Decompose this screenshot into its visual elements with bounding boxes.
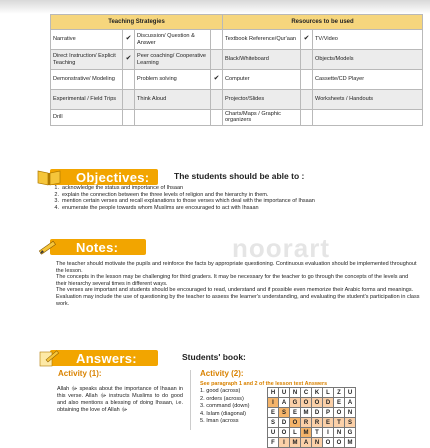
table-cell: Peer coaching/ Cooperative Learning <box>135 50 211 70</box>
check-icon: ✔ <box>123 50 135 70</box>
grid-cell: O <box>301 398 312 408</box>
grid-cell: S <box>268 418 279 428</box>
grid-cell: D <box>312 408 323 418</box>
grid-cell: N <box>345 408 356 418</box>
list-text: explain the connection between the three levels of religion and the hierarchy in them. <box>62 191 269 198</box>
grid-cell: I <box>323 428 334 438</box>
students-book-title: Students' book: <box>182 352 246 362</box>
check-icon: ✔ <box>123 30 135 50</box>
grid-cell: I <box>268 398 279 408</box>
grid-cell: R <box>312 418 323 428</box>
grid-cell: T <box>334 418 345 428</box>
table-row <box>51 110 423 126</box>
resources-header: Resources to be used <box>223 15 423 30</box>
notes-paragraph: Evaluation may include the use of questioning by the teacher to assess the learner's understanding, and evaluating the student's participation in class work. <box>56 293 420 307</box>
list-number: 3. <box>54 198 59 205</box>
grid-cell: S <box>345 418 356 428</box>
table-cell: Problem solving <box>135 70 211 90</box>
objectives-title: The students should be able to : <box>174 171 305 181</box>
grid-cell: Z <box>334 388 345 398</box>
pencil-icon <box>36 237 62 257</box>
grid-cell: M <box>301 428 312 438</box>
objectives-label: Objectives: <box>76 170 150 185</box>
check-icon <box>301 90 313 110</box>
table-cell: TV/Video <box>313 30 423 50</box>
grid-cell: E <box>334 398 345 408</box>
table-cell: Think Aloud <box>135 90 211 110</box>
table-row <box>51 50 423 70</box>
check-icon: ✔ <box>301 30 313 50</box>
grid-cell: O <box>323 438 334 448</box>
grid-row <box>268 418 356 428</box>
check-icon: ✔ <box>211 70 223 90</box>
open-book-icon <box>36 167 62 187</box>
objectives-list <box>52 185 418 211</box>
list-number: 1. <box>54 185 59 191</box>
activity2-title: Activity (2): <box>200 369 244 378</box>
table-cell: Objects/Models <box>313 50 423 70</box>
column-divider <box>190 370 191 430</box>
list-text: acknowledge the status and importance of Ihsaan <box>62 185 184 191</box>
table-cell: Charts/Maps / Graphic organizers <box>223 110 301 126</box>
grid-row <box>268 388 356 398</box>
grid-cell: G <box>290 398 301 408</box>
check-icon <box>123 70 135 90</box>
strategies-table <box>50 14 423 126</box>
table-cell: Projector/Slides <box>223 90 301 110</box>
table-cell: Direct Instruction/ Explicit Teaching <box>51 50 123 70</box>
grid-cell: O <box>312 398 323 408</box>
table-cell: Narrative <box>51 30 123 50</box>
grid-row <box>268 438 356 448</box>
table-header-row <box>51 15 423 30</box>
grid-cell: D <box>279 418 290 428</box>
table-row <box>51 70 423 90</box>
grid-cell: P <box>323 408 334 418</box>
grid-cell: M <box>345 438 356 448</box>
grid-cell: S <box>279 408 290 418</box>
list-item <box>52 185 418 192</box>
grid-row <box>268 408 356 418</box>
check-icon <box>123 110 135 126</box>
grid-cell: M <box>290 438 301 448</box>
notes-paragraph: The teacher should motivate the pupils and reinforce the facts by appropriate questioning. Continuous evaluation should be implemented throughout the lesson. <box>56 261 417 274</box>
top-shadow-band <box>0 0 430 14</box>
grid-cell: N <box>334 428 345 438</box>
grid-cell: O <box>290 418 301 428</box>
list-item <box>52 198 418 205</box>
grid-cell: E <box>323 418 334 428</box>
grid-cell: A <box>345 398 356 408</box>
teaching-strategies-header: Teaching Strategies <box>51 15 223 30</box>
table-cell: Black/Whiteboard <box>223 50 301 70</box>
list-item: 4. Islam (diagonal) <box>200 410 247 417</box>
notes-text <box>56 261 420 307</box>
grid-cell: U <box>345 388 356 398</box>
table-cell: Textbook Reference/Qur'aan <box>223 30 301 50</box>
grid-cell: A <box>301 438 312 448</box>
grid-cell: R <box>301 418 312 428</box>
grid-cell: H <box>268 388 279 398</box>
grid-cell: L <box>323 388 334 398</box>
notes-paragraph: The verses are important and students should be encouraged to read, understand and if possible even memorize their Arabic forms and meanings. <box>56 287 414 294</box>
check-icon <box>211 30 223 50</box>
notes-paragraph: The concepts in the lesson may be challenging for third graders. It may be necessary for the teacher to go through the concepts of the levels and their hierarchy several times in different ways. <box>56 274 409 287</box>
check-icon <box>211 50 223 70</box>
table-cell: Drill <box>51 110 123 126</box>
grid-cell: T <box>312 428 323 438</box>
grid-cell: I <box>279 438 290 448</box>
check-icon <box>211 110 223 126</box>
grid-cell: G <box>345 428 356 438</box>
list-item: 1. good (across) <box>200 388 241 394</box>
table-cell <box>313 110 423 126</box>
list-text: mention certain verses and recall explanations to those verses which deal with the importance of Ihsaan <box>62 198 315 205</box>
activity1-title: Activity (1): <box>58 369 102 378</box>
grid-cell: D <box>323 398 334 408</box>
grid-cell: E <box>290 408 301 418</box>
grid-cell: A <box>279 398 290 408</box>
list-text: enumerate the people towards whom Muslims are encouraged to act with Ihsaan <box>62 204 259 211</box>
table-cell: Cassette/CD Player <box>313 70 423 90</box>
grid-cell: K <box>312 388 323 398</box>
activity2-answer-list <box>200 388 249 426</box>
grid-cell: O <box>334 408 345 418</box>
table-row <box>51 90 423 110</box>
grid-cell: O <box>334 438 345 448</box>
grid-cell: M <box>301 408 312 418</box>
grid-cell: L <box>290 428 301 438</box>
grid-cell: N <box>312 438 323 448</box>
table-row <box>51 30 423 50</box>
table-cell: Discussion/ Question & Answer <box>135 30 211 50</box>
pencil-note-icon <box>36 348 62 368</box>
list-item: 2. orders (across) <box>200 395 244 402</box>
grid-cell: C <box>301 388 312 398</box>
grid-cell: U <box>279 388 290 398</box>
list-item: 5. Iman (across <box>200 418 239 425</box>
grid-cell: O <box>279 428 290 438</box>
table-cell: Demonstrative/ Modeling <box>51 70 123 90</box>
grid-cell: F <box>268 438 279 448</box>
table-cell: Worksheets / Handouts <box>313 90 423 110</box>
list-item <box>52 192 418 199</box>
activity2-subtitle: See paragraph 1 and 2 of the lesson text Answers <box>200 381 328 387</box>
grid-cell: E <box>268 408 279 418</box>
answers-label: Answers: <box>76 351 137 366</box>
list-item <box>52 205 418 212</box>
word-search-grid <box>267 387 356 448</box>
watermark: noorart <box>232 233 330 263</box>
check-icon <box>301 70 313 90</box>
grid-cell: N <box>290 388 301 398</box>
notes-label: Notes: <box>76 240 119 255</box>
list-item: 3. command (down) <box>200 403 250 410</box>
list-number: 2. <box>54 191 59 198</box>
check-icon <box>301 110 313 126</box>
check-icon <box>123 90 135 110</box>
table-cell: Experimental / Field Trips <box>51 90 123 110</box>
activity1-text: Allah ﷻ speaks about the importance of Ihsaan in this verse. Allah ﷻ instructs Muslims to do good and also mentions a blessing of doing Ihsaan, i.e. obtaining the love of Allah ﷻ <box>57 386 183 413</box>
table-cell <box>135 110 211 126</box>
grid-row <box>268 398 356 408</box>
table-cell: Computer <box>223 70 301 90</box>
grid-cell: U <box>268 428 279 438</box>
check-icon <box>211 90 223 110</box>
list-number: 4. <box>54 204 59 211</box>
check-icon <box>301 50 313 70</box>
grid-row <box>268 428 356 438</box>
